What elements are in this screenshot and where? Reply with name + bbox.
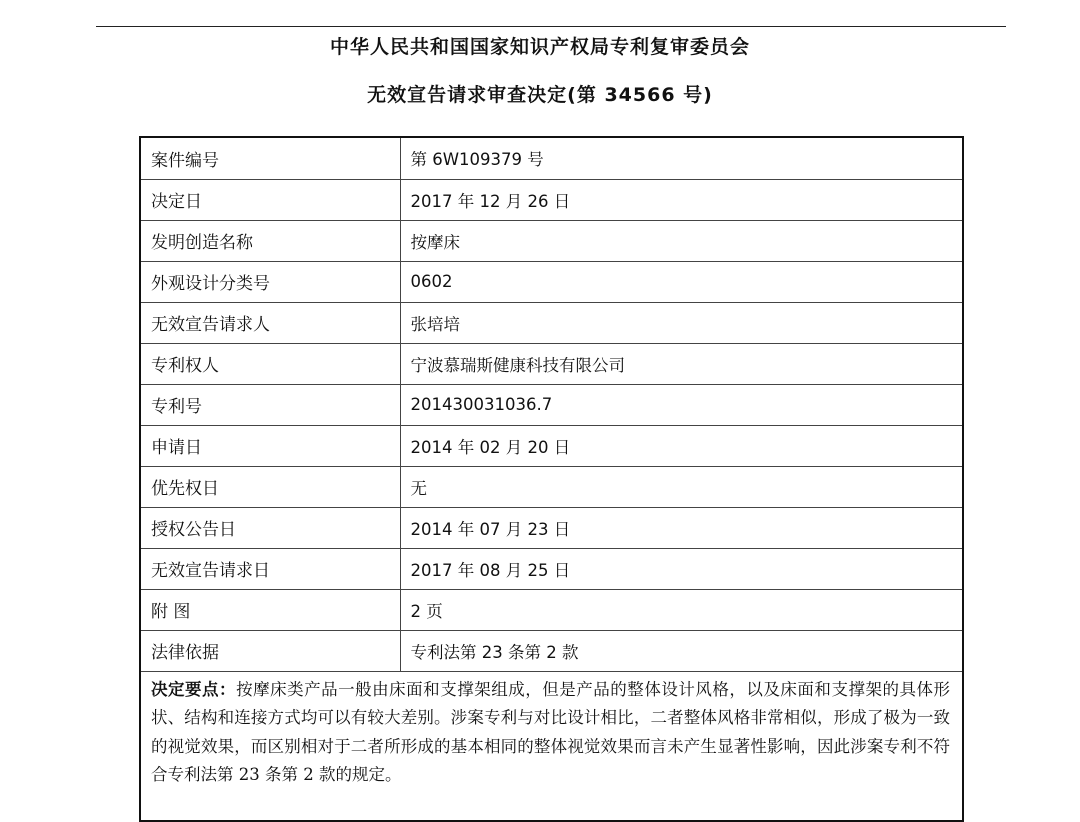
row-value-patent-number: 201430031036.7 [400, 384, 963, 425]
table-row [140, 137, 963, 179]
row-label-patentee: 专利权人 [140, 343, 400, 384]
row-value-case-number: 第 6W109379 号 [400, 137, 963, 179]
summary-text: 按摩床类产品一般由床面和支撑架组成，但是产品的整体设计风格，以及床面和支撑架的具体形状、结构和连接方式均可以有较大差别。涉案专利与对比设计相比，二者整体风格非常相似，形成了极为一致的视觉效果，而区别相对于二者所形成的基本相同的整体视觉效果而言未产生显著性影响，因此涉案专利不符合专利法第 23 条第 2 款的规定。 [151, 679, 951, 784]
table-row [140, 589, 963, 630]
table-row [140, 548, 963, 589]
row-value-grant-date: 2014 年 07 月 23 日 [400, 507, 963, 548]
table-row [140, 302, 963, 343]
row-value-application-date: 2014 年 02 月 20 日 [400, 425, 963, 466]
row-label-patent-number: 专利号 [140, 384, 400, 425]
row-label-decision-date: 决定日 [140, 179, 400, 220]
table-row [140, 261, 963, 302]
table-row [140, 179, 963, 220]
summary-label: 决定要点： [151, 679, 237, 699]
table-row [140, 466, 963, 507]
row-label-grant-date: 授权公告日 [140, 507, 400, 548]
row-label-legal-basis: 法律依据 [140, 630, 400, 671]
row-value-legal-basis: 专利法第 23 条第 2 款 [400, 630, 963, 671]
row-label-invention-name: 发明创造名称 [140, 220, 400, 261]
row-label-requester: 无效宣告请求人 [140, 302, 400, 343]
row-label-request-date: 无效宣告请求日 [140, 548, 400, 589]
decision-summary [140, 671, 963, 821]
row-value-patentee: 宁波慕瑞斯健康科技有限公司 [400, 343, 963, 384]
table-row [140, 220, 963, 261]
row-value-requester: 张培培 [400, 302, 963, 343]
table-row [140, 425, 963, 466]
organization-title: 中华人民共和国国家知识产权局专利复审委员会 [329, 36, 750, 58]
summary-row [140, 671, 963, 821]
top-rule [96, 26, 1006, 27]
row-label-application-date: 申请日 [140, 425, 400, 466]
row-value-request-date: 2017 年 08 月 25 日 [400, 548, 963, 589]
row-label-case-number: 案件编号 [140, 137, 400, 179]
table-row [140, 343, 963, 384]
table-row [140, 630, 963, 671]
row-value-priority-date: 无 [400, 466, 963, 507]
document-title: 无效宣告请求审查决定(第 34566 号) [367, 84, 713, 106]
row-value-design-class: 0602 [400, 261, 963, 302]
row-value-attachments: 2 页 [400, 589, 963, 630]
table-row [140, 507, 963, 548]
row-label-design-class: 外观设计分类号 [140, 261, 400, 302]
decision-info-table [139, 136, 964, 822]
table-row [140, 384, 963, 425]
row-value-invention-name: 按摩床 [400, 220, 963, 261]
row-value-decision-date: 2017 年 12 月 26 日 [400, 179, 963, 220]
row-label-priority-date: 优先权日 [140, 466, 400, 507]
row-label-attachments: 附 图 [140, 589, 400, 630]
